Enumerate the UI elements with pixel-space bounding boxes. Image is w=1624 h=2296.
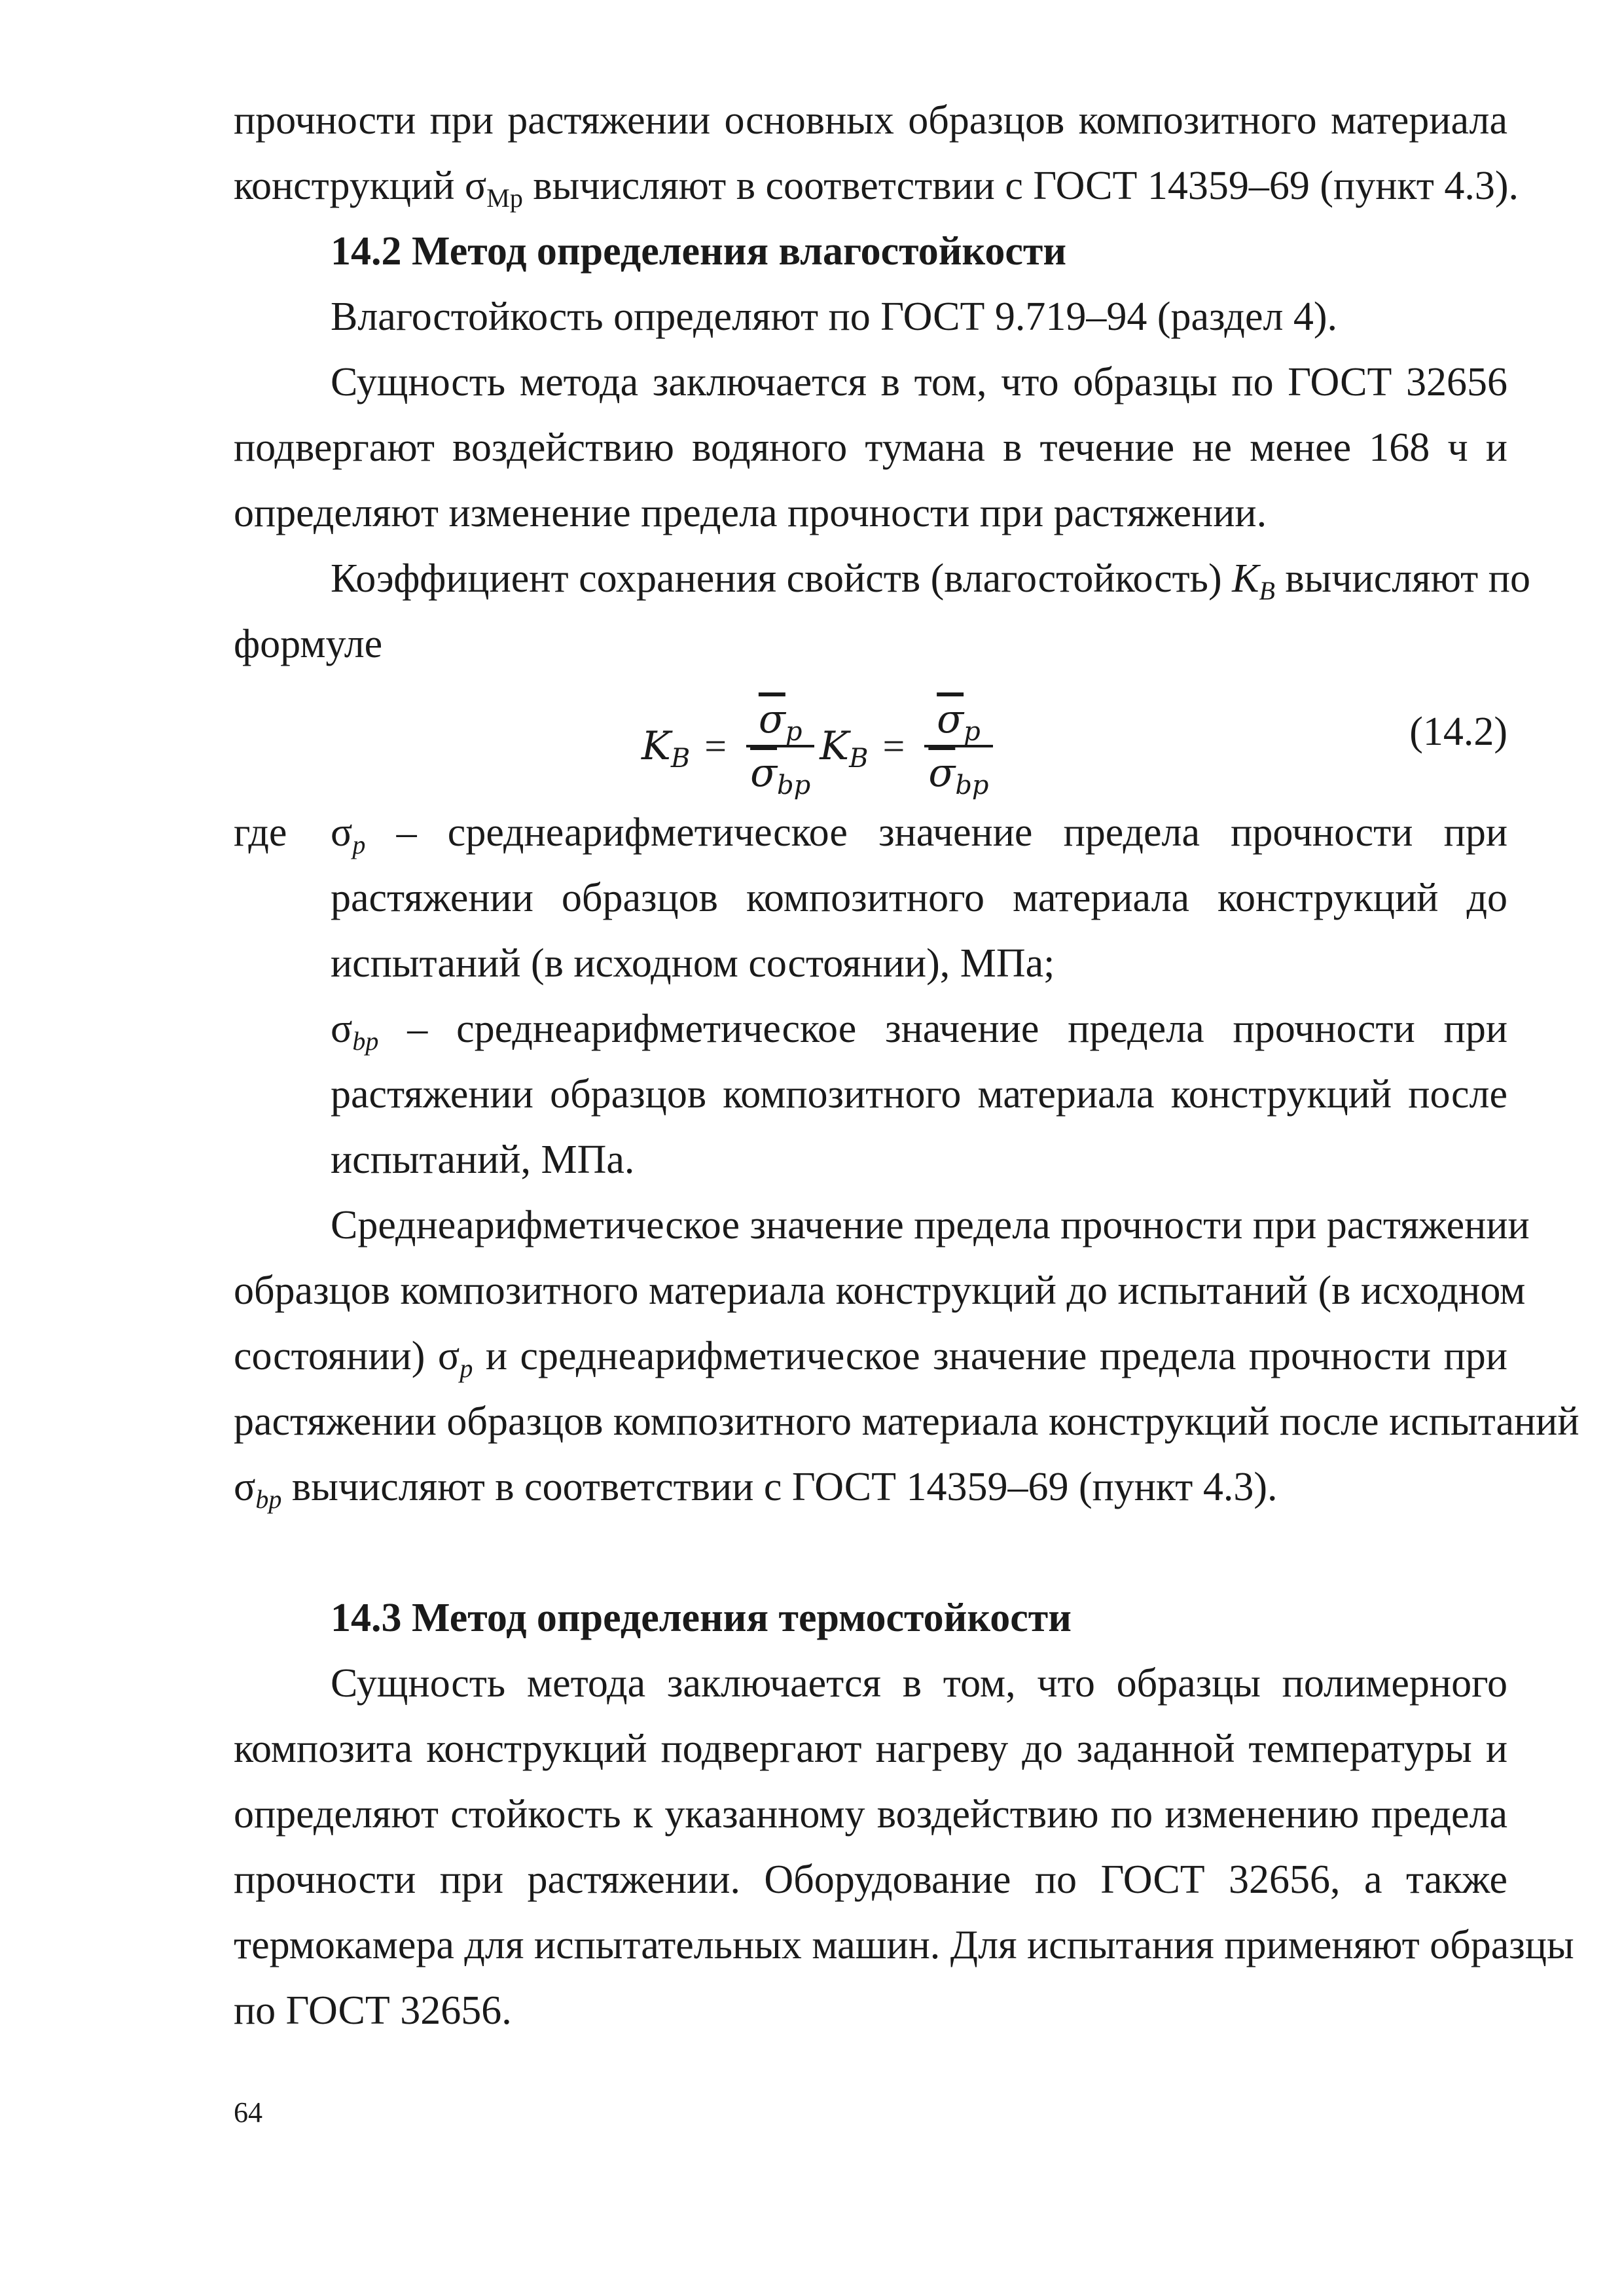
paragraph-line: Среднеарифметическое значение предела прочности при растяжении: [331, 1203, 1530, 1247]
paragraph-line: прочности при растяжении. Оборудование по ГОСТ 32656, а также: [234, 1857, 1507, 1902]
section-heading-14-3: 14.3 Метод определения термостойкости: [331, 1596, 1072, 1640]
formula-lhs: $K_B$: [641, 723, 691, 774]
definition-line: σp – среднеарифметическое значение предела прочности при: [331, 810, 1507, 859]
definition-line: испытаний (в исходном состоянии), МПа;: [331, 941, 1055, 986]
paragraph-line: образцов композитного материала конструкций до испытаний (в исходном: [234, 1268, 1526, 1313]
section-heading-14-2: 14.2 Метод определения влагостойкости: [331, 229, 1067, 274]
paragraph-line: определяют изменение предела прочности при растяжении.: [234, 491, 1267, 535]
formula-equals: =: [704, 724, 727, 768]
formula-lhs-repeat: $K_B$: [820, 723, 869, 774]
paragraph-line: σbp вычисляют в соответствии с ГОСТ 14359–69 (пункт 4.3).: [234, 1465, 1278, 1514]
where-label: где: [234, 810, 287, 855]
page-number: 64: [234, 2096, 262, 2128]
definition-line: испытаний, МПа.: [331, 1138, 635, 1182]
paragraph-line: состоянии) σp и среднеарифметическое значение предела прочности при: [234, 1334, 1507, 1383]
formula-number: (14.2): [1409, 709, 1507, 754]
formula-14-2: [641, 681, 998, 812]
paragraph-line: подвергают воздействию водяного тумана в течение не менее 168 ч и: [234, 425, 1507, 470]
paragraph-line: композита конструкций подвергают нагреву до заданной температуры и: [234, 1727, 1507, 1771]
paragraph-line: по ГОСТ 32656.: [234, 1988, 512, 2033]
paragraph-line: Сущность метода заключается в том, что образцы полимерного: [331, 1661, 1507, 1706]
paragraph-line: Влагостойкость определяют по ГОСТ 9.719–94 (раздел 4).: [331, 295, 1338, 339]
formula-equals: =: [882, 724, 905, 768]
definition-line: растяжении образцов композитного материала конструкций после: [331, 1072, 1507, 1117]
formula-fraction: $\frac{\overline{\sigma}_p}{\overline{\sigma}_{bp}}$: [924, 696, 992, 796]
paragraph-line: определяют стойкость к указанному воздействию по изменению предела: [234, 1792, 1507, 1837]
paragraph-line: Сущность метода заключается в том, что образцы по ГОСТ 32656: [331, 360, 1507, 404]
paragraph-line: термокамера для испытательных машин. Для испытания применяют образцы: [234, 1923, 1574, 1967]
paragraph-line: растяжении образцов композитного материала конструкций после испытаний: [234, 1399, 1579, 1444]
paragraph-line: прочности при растяжении основных образцов композитного материала: [234, 98, 1507, 143]
formula-fraction: $\frac{\overline{\sigma}_p}{\overline{\sigma}_{bp}}$: [746, 696, 814, 796]
paragraph-line: конструкций σМр вычисляют в соответствии с ГОСТ 14359–69 (пункт 4.3).: [234, 164, 1519, 213]
paragraph-line: формуле: [234, 622, 383, 666]
definition-line: σbp – среднеарифметическое значение предела прочности при: [331, 1007, 1508, 1056]
paragraph-line: Коэффициент сохранения свойств (влагостойкость) KB вычисляют по: [331, 556, 1530, 605]
definition-line: растяжении образцов композитного материала конструкций до: [331, 876, 1507, 920]
